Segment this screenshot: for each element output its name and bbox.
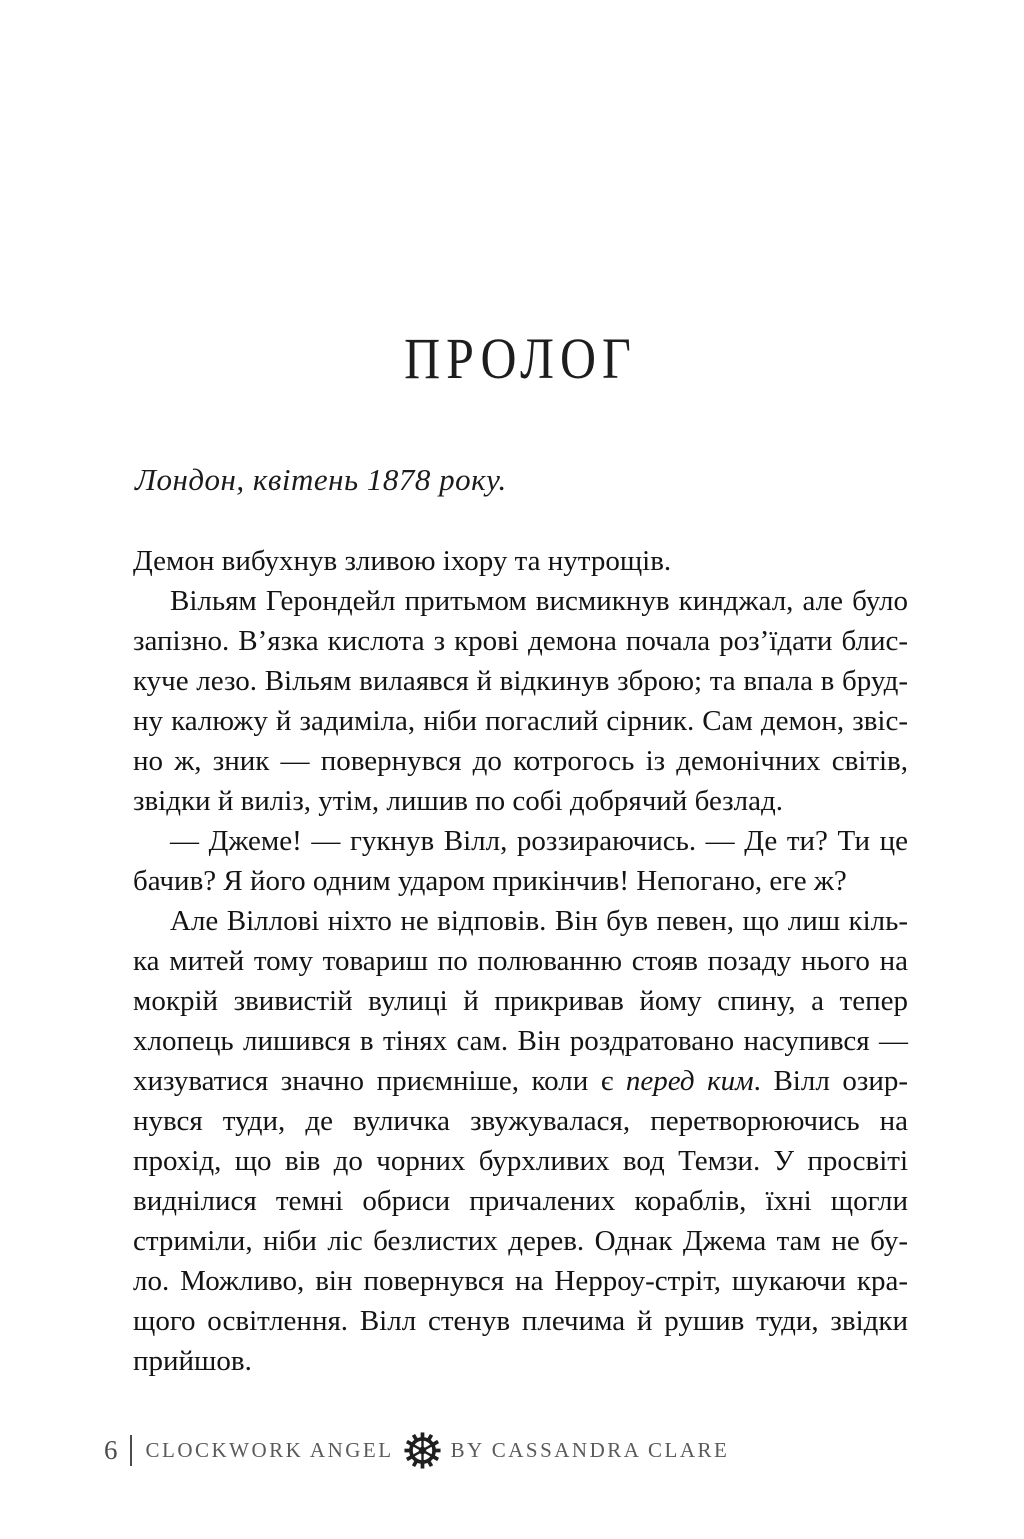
chapter-title: ПРОЛОГ xyxy=(404,326,637,391)
book-title: CLOCKWORK ANGEL xyxy=(145,1437,394,1462)
text-line: Але Віллові ніхто не відповів. Він був певен, що лиш кіль- xyxy=(170,905,908,937)
text-line: мокрій звивистій вулиці й прикривав йому спину, а тепер xyxy=(133,985,908,1017)
text-line: нувся туди, де вуличка звужувалася, перетворюючись на xyxy=(133,1105,908,1137)
text-line: хизуватися значно приємніше, коли є перед ким. Вілл озир- xyxy=(133,1065,908,1097)
text-line: ло. Можливо, він повернувся на Нерроу-стріт, шукаючи кра- xyxy=(133,1265,908,1297)
text-line: — Джеме! — гукнув Вілл, роззираючись. — Де ти? Ти це xyxy=(170,825,908,857)
body-text xyxy=(133,541,908,1381)
text-line: запізно. В’язка кислота з крові демона почала роз’їдати блис- xyxy=(133,625,908,657)
text-line: прийшов. xyxy=(133,1345,252,1377)
page-footer xyxy=(104,1428,729,1472)
author-credit: BY CASSANDRA CLARE xyxy=(450,1437,730,1462)
text-line: ну калюжу й задиміла, ніби погаслий сірник. Сам демон, звіс- xyxy=(133,705,908,737)
footer-separator xyxy=(130,1435,132,1466)
text-line: звідки й виліз, утім, лишив по собі добрячий безлад. xyxy=(133,785,783,817)
text-line: хлопець лишився в тінях сам. Він роздратовано насупився — xyxy=(133,1025,908,1057)
text-line: бачив? Я його одним ударом прикінчив! Непогано, еге ж? xyxy=(133,865,847,897)
gear-icon xyxy=(404,1432,441,1469)
text-line: Демон вибухнув зливою іхору та нутрощів. xyxy=(133,545,672,577)
text-line: виднілися темні обриси причалених кораблів, їхні щогли xyxy=(133,1185,908,1217)
text-line: но ж, зник — повернувся до котрогось із демонічних світів, xyxy=(133,745,908,777)
text-line: стриміли, ніби ліс безлистих дерев. Однак Джема там не бу- xyxy=(133,1225,908,1257)
text-line: куче лезо. Вільям вилаявся й відкинув зброю; та впала в бруд- xyxy=(133,665,908,697)
text-line: Вільям Герондейл притьмом висмикнув кинджал, але було xyxy=(170,585,908,617)
page-number: 6 xyxy=(104,1434,118,1465)
text-line: щого освітлення. Вілл стенув плечима й рушив туди, звідки xyxy=(133,1305,908,1337)
dateline: Лондон, квітень 1878 року. xyxy=(135,462,507,497)
text-line: прохід, що вів до чорних бурхливих вод Темзи. У просвіті xyxy=(133,1145,908,1177)
text-line: ка митей тому товариш по полюванню стояв позаду нього на xyxy=(133,945,908,977)
